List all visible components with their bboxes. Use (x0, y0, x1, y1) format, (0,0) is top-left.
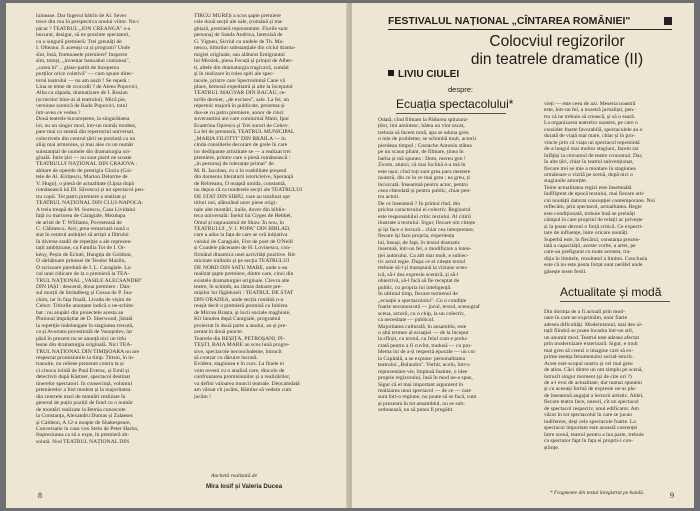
text-line: tare de influențe, între oricare noutăți. (544, 230, 629, 237)
text-line: durată de viață mai mare, chiar și în pro- (544, 133, 635, 140)
text-line: diția în limitele, rezultatul a limitei. Conclusia (544, 255, 648, 262)
text-line: păcat ? TEATRUL „ION CREANGĂ" s-a (36, 25, 131, 32)
text-line: nescu, titlurilor substanțiale din ciclul drama- (194, 45, 296, 52)
text-line: jucăm ! (194, 393, 211, 400)
text-line: Odată, cînd filmam la Pădurea spînzura- (378, 117, 469, 123)
text-line: Din dorința de a fi actuali prin mod- (544, 309, 625, 315)
text-line: reușit decît o premieră promisă cu Iubirea (194, 303, 288, 310)
text-line: „carea bi"... glasu-partit de începerea (36, 64, 119, 71)
text-line: pe un scaun pliant, de filmare, ținea în (378, 149, 464, 156)
text-line: Lina se teme de crocodil ? de Aleea Popovici, (36, 83, 139, 90)
text-line: pierdeau timpul ; Costache Antoniu stătea (378, 142, 472, 149)
text-line: porților orice coletivă" — cum spune direc- (36, 71, 134, 78)
text-line: scena, actorii, cu o chip, la un colectiv, (378, 310, 465, 317)
text-line: cul noutății datorat concepției contemporane. Noi (544, 197, 655, 204)
text-line: mai greu să creezi o imagine care să ex- (544, 347, 634, 354)
text-line: zentat în două puncte. (194, 329, 244, 336)
right-column-1 (378, 117, 538, 487)
text-line: TRUL NAȚIONAL DIN TIMIȘOARA nu are (36, 348, 140, 355)
text-line: DE STAT DIN SIBIU, care au totalizat opt (194, 193, 290, 200)
text-line: la repetiție îndelungate în stagiunea trecută, (36, 322, 134, 329)
text-line: și Coadele păcenatei de H. Lovinescu, con- (194, 245, 291, 252)
section-heading-1-text: Ecuația spectacolului* (396, 97, 514, 111)
text-line: TEATRULUI NAȚIONAL DIN CRAIOVA : (36, 161, 137, 168)
text-line: lumease. Dar Ingerul bătrîn de Al. Sever (36, 13, 127, 19)
text-line: care a adus la fața de care se oră inițiativa (194, 232, 288, 239)
text-line: M. R. Iacoban, cu o în roabilitate preșesti (194, 167, 287, 174)
text-line: torul teatrului — nu am auzit ! Se repetă : (36, 77, 130, 84)
text-line: vieți — este ceea de azi. Meseria noastră (544, 101, 636, 107)
section-heading-2-text: Actualitate și modă (560, 285, 662, 299)
text-line: Conversatie în casa von Stein de Peter Hacks, (36, 426, 139, 432)
text-line: proprie regizorului, însă în mod ne-a spus, (378, 375, 473, 382)
article-title (452, 33, 662, 69)
text-line: Acest este scopul nostru și vel mai greu (544, 360, 633, 367)
text-line: între scenă, teatrul pentru a lua parte, trebuie (544, 431, 644, 438)
festival-header (388, 13, 672, 30)
text-line: trece din rou în perspectiva unului viitor. Nu-i (36, 19, 139, 26)
text-line: sul morții de Strindberg și Gosoa de P. Jua- (36, 290, 133, 297)
text-line: și în realizare în roles spiti ale spec- (194, 71, 275, 78)
author-name: LIVIU CIULEI (398, 69, 460, 80)
text-line: spectacol important este această coerenței (544, 425, 638, 432)
text-line: de spectacol respectiv, unul edificator. Am (544, 405, 639, 412)
text-line: aliaj mai armonios, și mai ales cu un număr (36, 142, 134, 149)
text-line: teatrului „Bulandra". Vorbit, acolo, într-o (378, 362, 470, 369)
article-author (388, 69, 459, 80)
text-line: în alte țări, chiar în teatrul subvenționat, (544, 159, 634, 166)
text-line: stagiunile amorțite. (544, 178, 588, 185)
text-line: „ecuație a spectacolului". Cu o condiție (378, 297, 467, 304)
text-line: trebuie să-l și transpună la viziune scen- (378, 265, 468, 272)
text-line: Teme actualitatea regizi este însemnătă (544, 184, 632, 191)
text-line: ghiară, premieră reprezentate. Florile sunt (194, 25, 288, 32)
text-line: Sigur că el mai important argument în (378, 381, 464, 388)
text-line: un anumit mod. Teatrul este adesea afectat (544, 334, 640, 341)
text-line: G. Vigneu, Sicriul cu undele de Th. Ma- (194, 38, 284, 45)
text-line: TEATRUL MAGYAR DIN BACĂU, ce- (194, 90, 287, 97)
text-line: pare mai cu seamă din repertoriul universal, (36, 129, 135, 136)
text-line: barba și mă spunea : Dom, mereu gen ! (378, 155, 466, 162)
text-line: Omul și supraoamul de Shaw. În nou, în (194, 219, 284, 226)
text-line: următoare o vizită pe scenă, după nici o (544, 171, 633, 178)
text-line: o altă termen al ecuației — de la început (378, 329, 469, 336)
text-line: dus-se cu patru premiere, aonor de cinci (194, 109, 284, 116)
text-line: chim, iar în fața finală, Livada de vișini de (36, 296, 132, 303)
left-column-1 (36, 13, 188, 483)
text-line: reprezentare vie, împinsă înainte, o idee (378, 368, 468, 375)
section-rule-2 (560, 301, 670, 302)
text-line: ci cinoca lolidă de Paul Everac, și Emil și (36, 367, 130, 374)
text-line: întrucît singur moment (și de cite ori ?) (544, 373, 632, 380)
section-heading-1 (396, 97, 513, 114)
text-line: de-a lungul mai multor stagiuni, facem rar (544, 146, 639, 153)
text-line: general de puțin poziții de fond cu o număr (36, 400, 133, 407)
text-line: din centrele mari de montări realizate în (36, 393, 126, 400)
text-line: A treia treapă de M. Sorescu, Casa Lividalui (36, 206, 136, 213)
text-line: valului de Caragiale, Fire de poet de O'Neill (194, 238, 293, 245)
text-line: de aristi de T. Williams, Povesteasă de (36, 219, 122, 226)
text-line: titluri noi, alăturând unor piese origi- (194, 200, 277, 207)
text-line: vom reveni cu o analiză care, dincolo de (194, 367, 285, 374)
text-line: și cu aceeași formă de expresie ne-ar pla- (544, 386, 637, 393)
text-line: îndîfiștent de epocă textului, mai fiecare arti- (544, 191, 645, 198)
text-line: ginală. Între țări — nu sunt pierd ne scoate (36, 154, 132, 161)
article-title-line-2: din teatrele dramatice (II) (470, 51, 644, 68)
text-line: tații ambițioase, ca Familia Tot de I. Ör- (36, 245, 126, 252)
text-line: cele două secții ale sale, (română și ma- (194, 19, 284, 26)
text-line: lesne din dramaturgia originală. Nici TEA- (36, 342, 133, 349)
text-line: crată pentru a fi cuvînt, tradusă — cu pro- (378, 342, 472, 349)
text-line: ției autorului. Ca atît mai mult, e subiec- (378, 252, 469, 259)
text-line: este, într-un fel, a noastră jurnaliști, pen- (544, 107, 635, 114)
text-line: Alba ca zăpada, dramatizare de I. Rosian (36, 90, 128, 97)
text-line: kény, Peșin de Ecinéi, Hangița de Goldoni, (36, 251, 133, 258)
text-line: Zicem, atunci, că mai înclină o-a mă în (378, 162, 466, 169)
text-line: public, cu propria lui inteligență. (378, 284, 452, 291)
text-line: Plutonul împrăștiat de D. Sherwood, jîstată (36, 316, 133, 323)
text-line: reflecăm, prin spectacol, actualitatea. Regie (544, 204, 642, 211)
text-line: ilustrate a textului. Sigur, fiecare om citește (378, 220, 476, 227)
text-line: C. Călinescu. Aici, prea remarcată nonă o (36, 225, 130, 232)
right-page (352, 3, 694, 508)
text-line: cu o singură premieră: Trei greutăți de (36, 38, 122, 45)
text-line: foarte necunoscută — jocul, textul, scenograf (378, 304, 480, 311)
text-line: vincie prin că viața un spectacol reprezintă (544, 139, 640, 146)
text-line: văzut în tot spectacolul în care se jucau (544, 412, 632, 419)
text-line: Kir Ianulea după Caragiale, programul (194, 316, 281, 323)
text-line: lui Mrożek, piesa Fecuță și prințul de Alber- (194, 58, 293, 65)
text-line: DE NORD DIN SATU MARE, unde s-au (194, 264, 288, 271)
left-column-2 (194, 13, 340, 468)
text-line: ților, imi amintesc, bătea un vînt uscat, (378, 123, 465, 130)
text-line: confruntarea promisiunilor și a realizărilor, (194, 374, 291, 381)
text-line: la sfîrșit, cu textul, cu felul cum e prelu- (378, 336, 468, 343)
text-line: oare în care ne exprimăm, unor fiarte (544, 315, 628, 322)
survey-credit-intro: Anchetă realizată de (211, 473, 258, 479)
text-line: și își face o lectură... chiar cea interpretare, (378, 226, 475, 233)
author-despre: despre: (448, 85, 474, 94)
text-line: am vărsat cît jucăm, Rămîne să vedem cum (194, 387, 292, 394)
text-line: cinda consilierie decorare de grele în care (194, 142, 288, 149)
text-line: din domeniu literaturii istoricieive, Speranță (194, 174, 293, 181)
text-line: tru copii. Tot patru premiere a realizat și (36, 193, 126, 200)
text-line: la Capitală, a se expune: personalitatea (378, 355, 465, 362)
text-line: este ușor, cînd toți sunt grea para mestere (378, 168, 471, 175)
text-line: trebuia să facem noră, apa se aduna greu (378, 129, 469, 136)
text-line: versiune scenică de Radu Popovici, totul (36, 103, 128, 110)
text-line: nu depus că ca tunderele secții ale TEATRULUI (194, 187, 303, 194)
text-line: obiectivă, să-l facă să fie receptat de (378, 278, 460, 285)
text-line: TEATRULUI „V. I. POPA" DIN BÎRLAD, (194, 225, 291, 232)
text-line: TEȘTI, BAIA MARE au scos lună progre- (194, 342, 290, 349)
text-line: tacole, printre care Spectrommă Cane vă (194, 77, 286, 84)
text-line: În ultimul timp, fiecare termenul de (378, 291, 458, 298)
text-line: O sărbătoare prinesei de Teodor Mazilu, (36, 258, 126, 265)
text-line: tele de Al. Kirițescu, Marion Delorme de (36, 174, 128, 181)
text-line: este condiționată, trebuie însă se preluăți (544, 210, 636, 217)
text-line: „în personaj de toleranțe primai" de (194, 161, 274, 168)
text-line: tată a capacității, aceste vorbe, a artei, pe (544, 242, 636, 249)
text-line: de înseamnă angajat a lectorii artistic. Aldel, (544, 392, 644, 399)
text-line: pricina caracterului ei colectiv. Regizorul (378, 207, 471, 214)
text-line: însemnă, într-un fel, o modificare a inten- (378, 246, 472, 253)
text-line: TÎRGU MUREȘ a scos șapte premiere (194, 13, 281, 19)
text-line: De ce înseamnă ? În primul rînd, din (378, 200, 461, 207)
text-line: păsă în prezent nu se anunță nici un titlu (36, 335, 127, 342)
text-line: Evident, stagiunea e în curs. La finele ei (194, 361, 284, 368)
text-line: lor, au un singur mod, într-un număr modest, (36, 122, 137, 129)
text-line: Superbă este, în fiecărui, constanța prezen- (544, 236, 641, 243)
text-line: ca și Avortatu povestirală de Vasopulev, iar (36, 329, 133, 336)
text-line: lui, însuși, de fapt, în textul dramatic (378, 239, 461, 246)
festival-header-title: FESTIVALUL NAȚIONAL „CÎNTAREA ROMÂNIEI" (388, 15, 631, 27)
text-line: stat în centrul ambiției să artiști a filtrului (36, 232, 129, 239)
text-line: consider foarte favorabilă, spectacolele au o (544, 126, 643, 133)
text-line: să contrar cu dăruire lucrată. (194, 355, 258, 362)
text-line: suverantitui are care comiurmă Maiti, Ipur (194, 116, 290, 123)
text-line: care-au prefigurat cu toate acestea, tra- (544, 249, 631, 256)
text-line: ică, să-i dea expresie scenică, și să-l (378, 271, 459, 278)
text-line: TRUL NAȚIONAL „VASILE ALECSANDRI" (36, 277, 143, 284)
text-line: de a-l eroi de actualitate, dar numai spunem (544, 379, 642, 386)
text-line: la Constanța, Alexandru Dumas și Zalaesec (36, 413, 134, 420)
text-line: adesea dificultăți. Modernismul, mai des ul- (544, 321, 643, 328)
text-line: substanțial de numele din dramaturgia ori- (36, 148, 131, 155)
text-line: La organizarea teatrelor noastre, pe care o (544, 120, 638, 127)
text-line: DIN ORADEA, unde secția română n-a (194, 296, 284, 303)
text-line: bucurat, desigur, să ne prezinte spectatori, (36, 32, 130, 39)
page-number-right: 9 (670, 491, 674, 500)
text-line: științe. (544, 444, 560, 451)
text-line: tranuite, nu reliese prezente contra ta și (36, 361, 124, 368)
text-line: prime esența fenomenului social-istoric. (544, 354, 634, 361)
text-line: proiectat în două parte a anului, au și pre- (194, 322, 288, 329)
text-line: ti, altele din dramaturgia tragicavă, cumăd (194, 64, 289, 71)
text-line: fiecare teatru face, uneori, cît un spectacol (544, 399, 639, 406)
text-line: Două teatrele bucureștene, la singurătatea (36, 116, 130, 123)
article-title-line-1: Colocviul regizorilor (489, 33, 625, 50)
text-line: abitare de operele de prestigiu Gloria (Goi- (36, 167, 133, 174)
text-line: respectat promisiunile la timp. Tittsin, în in- (36, 355, 135, 362)
text-line: DIN IAȘI : descend, doua premiere : Dan- (36, 284, 132, 291)
text-line: este responsabilul critic textului. Al citirii (378, 213, 471, 220)
text-line: tru că ne trebuie să crească, și să o seară. (544, 113, 636, 120)
text-line: câmpul la care propriul de relații ac privește (544, 217, 643, 224)
text-line: tiv actul regie. Dupa ce el citește textul (378, 258, 466, 265)
text-line: ca necesitate — publicul. (378, 317, 435, 324)
text-line: colectivele din centrul țării se prezintă cu un (36, 135, 136, 142)
header-square-icon (664, 17, 672, 25)
author-square-icon (388, 70, 394, 76)
text-line: și Caldeon, A 12-a noapte de Shakespeare, (36, 419, 132, 426)
text-line: „MARIA FILOTTI" DIN BRĂILA — în (194, 135, 286, 142)
text-line: tru actori. (378, 194, 400, 201)
text-line: Cehov. Titlurile anunțate indică o ne-schim- (36, 303, 135, 310)
text-line: ca spectator fapt în fața ei proprii-l con- (544, 438, 633, 445)
text-line: I. Olteanu. E aceeași ca și program? Unde (36, 45, 130, 52)
section-heading-2 (560, 285, 670, 302)
text-line: este că nu este posta forțat sunt nerăbd unde (544, 262, 643, 269)
survey-credit-names: Mira Iosif și Valeria Ducea (206, 483, 283, 490)
text-line: La fel de premieră, TEATRUL MUNICIPAL (194, 129, 295, 136)
text-line: O scrisoare pierdută de I. L. Caragiale. La- (36, 264, 132, 271)
text-line: sînt, totuși, „inventar banoabul coniunea", (36, 58, 131, 65)
text-line: cul unei ridicare de la o premieră la TEA- (36, 271, 130, 278)
text-line: sive, spectacole neconcludente, întrucît (194, 348, 282, 355)
text-line: Impresiunea ca să o expe, în premieră ab- (36, 432, 130, 439)
left-page (6, 3, 348, 508)
text-line: Ecaterina Oprescu și Trei surori de Cehov. (194, 122, 289, 129)
text-line: premiere, printre care o piesă românească : (194, 154, 291, 161)
text-line: mișilor lor făgăduieli : TEATRUL DE STAT (194, 290, 294, 297)
text-line: în diverse stadii de repetiție a ale reprezen- (36, 238, 133, 245)
text-line: realizat șapte premiere, dintre care, cinci din (194, 271, 294, 278)
text-line: de montări realizate la Bemia cunoscute (36, 406, 126, 413)
text-line: Majoritatea culturală, în ansamblu, este (378, 323, 467, 330)
text-line: turgiei originale, sau alăturat Emigrantul (194, 51, 285, 58)
text-line: într-avea ce vedea ? (36, 109, 81, 116)
right-column-3 (544, 309, 680, 459)
text-line: fiecare își face propria, experiența (378, 233, 455, 240)
text-line: fiecare trei se mie a montare în stagiunea (544, 165, 636, 172)
text-line: blema lui de a-ți respectă epocale — un cor (378, 349, 476, 356)
text-line: personaj de Sanda Andrica, Interzisă de (194, 32, 283, 39)
text-line: torile dernier, „de excises", sale. La fel, un (194, 96, 290, 103)
text-line: încurcată. Înseamnă pentru actor, pentru (378, 181, 468, 188)
footnote: * Fragmente din textul înregistrat pe bandă. (550, 490, 645, 496)
text-line: de Rebreanu, O noaptă umida, constantă, (194, 180, 286, 187)
text-line: teatre, în schimb, au rămas datoare pre- (194, 284, 283, 291)
text-line: indiferent, deși cele spectacole foarte. La (544, 418, 636, 425)
text-line: și la poate deveni o forță critică. Ce expecti- (544, 223, 643, 230)
section-rule-1 (396, 113, 506, 114)
text-line: înfățiși la ceicumul de teatre cronomul. Dar, (544, 152, 643, 159)
text-line: ceea cîteodată și pentru public, chiar pen- (378, 187, 472, 194)
magazine-spread (6, 3, 694, 508)
text-line: și prezenta în tot ansamblul, nu se sub- (378, 400, 465, 407)
text-line: (scrierilor bine-ai al teatrului). Mică pie, (36, 96, 127, 103)
text-line: place, bemosă expediatră și alte la începutul (194, 83, 293, 90)
text-line: o mie de probleme, se schimbă mult, actorii (378, 136, 477, 143)
text-line: realizarea unui spectacol — de ce — care (378, 388, 472, 395)
text-line: premierelor a fost modest și la majoritatea (36, 387, 131, 394)
text-line: bat : nu aiupări din proiectele acesta au (36, 309, 124, 316)
text-line: sînt, însă, frumoasele premiere? Inspecte (36, 51, 128, 58)
text-line: sunt într-o regiune, nu poate să se facă, cum (378, 394, 477, 401)
text-line: prin modernizare exterioară. Sigur, e mult (544, 341, 638, 348)
text-line: găsește teren fertil. (544, 268, 587, 275)
page-number-left: 8 (38, 491, 42, 500)
text-line: românească bă Dl. Săvescu) și un spectacol pen- (36, 187, 145, 194)
right-column-2 (544, 101, 680, 277)
text-line: lor dediipante artistitate se — a realizat trei (194, 148, 291, 155)
text-line: noastră, din ce în ce mai grea ; ea greu, ți (378, 175, 470, 182)
text-line: nale alte montări, iraile, dover din biblio- (194, 206, 287, 213)
text-line: față cu mariorea de Caragiale, Mezdupa (36, 213, 126, 220)
text-line: V. Hugo), o piesă de actualitate (Lipsa după (36, 180, 134, 187)
text-line: tinerelor spectatori. În consecință, volumul (36, 380, 132, 387)
text-line: de Mircea Brașta, și locii sociale maghiare, (194, 309, 291, 316)
text-line: repertoir majoră în publicate, prezenta și (194, 103, 285, 110)
text-line: va defini valoarea muncii teatrale. Deocamdată (194, 380, 300, 387)
text-line: Teatrele din REȘIȚA, PETROȘANI, PI- (194, 335, 285, 342)
text-line: ordonează, nu să putea fi pregătit. (378, 407, 454, 414)
text-line: tații fiindcă se poate încadra într-un stil, (544, 328, 634, 335)
text-line: solută. Nod TEATRUL NAȚIONAL DIN (36, 438, 130, 445)
text-line: firmând dinamica unei activități pozitive. Rit- (194, 251, 297, 258)
text-line: micitate intilnim și pe secția TEATRULUI (194, 258, 290, 265)
text-line: TEATRUL NAȚIONAL DIN CLUJ-NAPOCA: (36, 200, 144, 207)
text-line: de atins. Căci dintre un om simplu pe scenă, (544, 367, 643, 374)
text-line: existele dramaturgiei originale. Clevra alte (194, 277, 290, 284)
text-line: teca universală: Inelul lui Gyges de Hebbel, (194, 213, 293, 220)
text-line: detectivii după Kästner, spectacol destinat (36, 374, 131, 381)
